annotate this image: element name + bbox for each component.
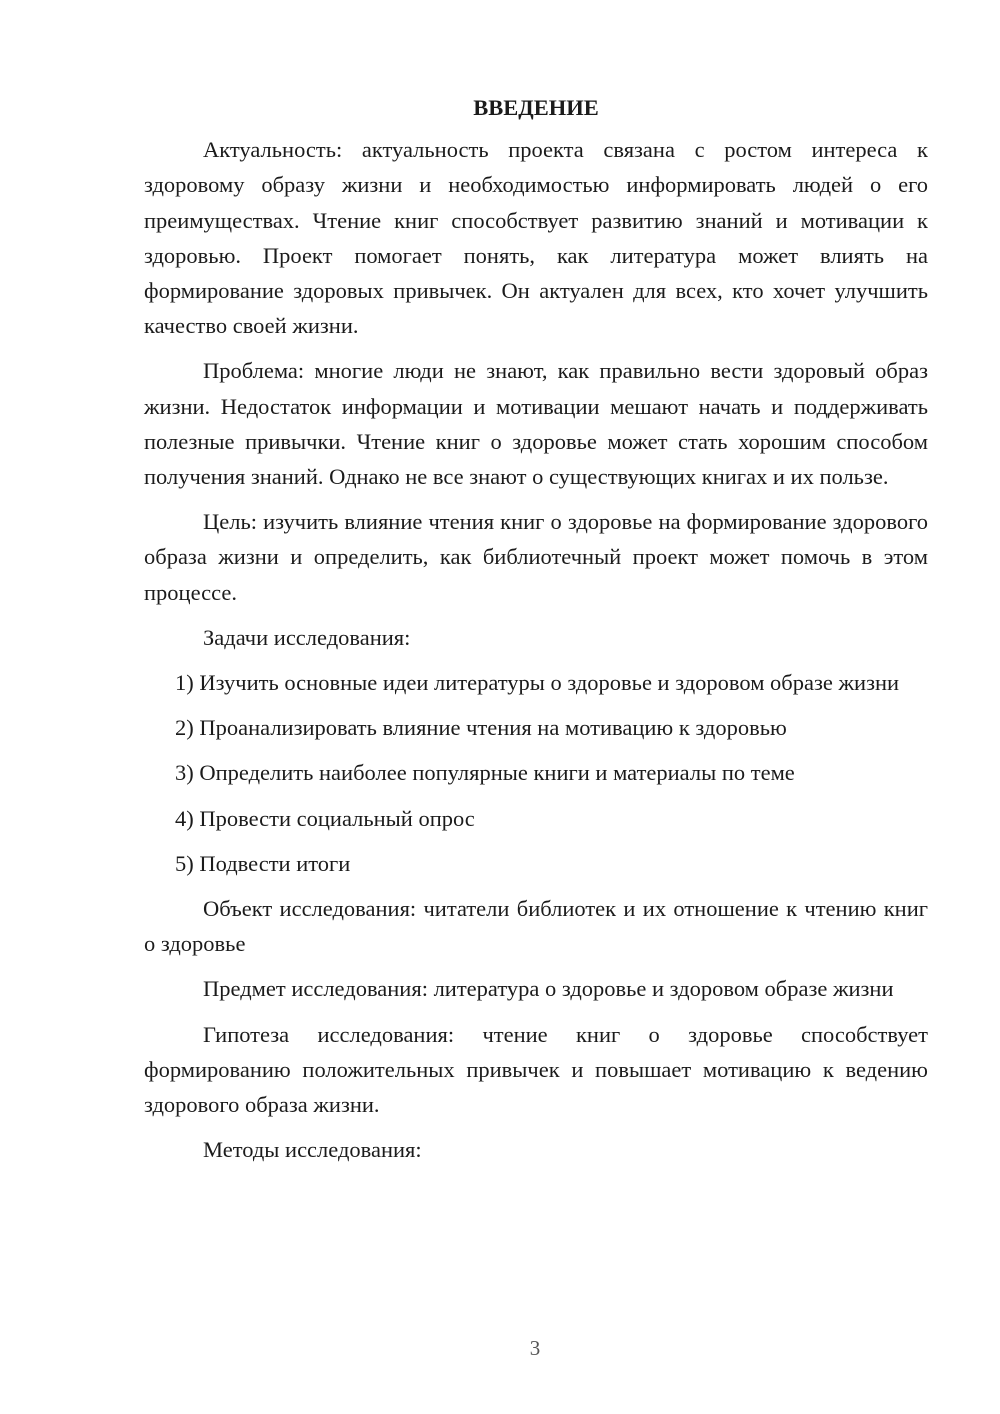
paragraph-problem: Проблема: многие люди не знают, как правильно вести здоровый образ жизни. Недостаток информации и мотивации мешают начать и поддерживать полезные привычки. Чтение книг о здоровье может стать хорошим способом получения знаний. Однако не все знают о существующих книгах и их пользе.: [144, 358, 928, 490]
paragraph-methods: Методы исследования:: [203, 1137, 422, 1163]
paragraph-relevance: Актуальность: актуальность проекта связана с ростом интереса к здоровому образу жизни и необходимостью информировать людей о его преимуществах. Чтение книг способствует развитию знаний и мотивации к здоровью. Проект помогает понять, как литература может влиять на формирование здоровых привычек. Он актуален для всех, кто хочет улучшить качество своей жизни.: [144, 137, 928, 339]
page-heading: ВВЕДЕНИЕ: [473, 95, 599, 120]
task-item-1: 1) Изучить основные идеи литературы о здоровье и здоровом образе жизни: [175, 670, 900, 696]
tasks-title: Задачи исследования:: [203, 624, 411, 650]
task-item-2: 2) Проанализировать влияние чтения на мотивацию к здоровью: [175, 715, 787, 741]
task-item-5: 5) Подвести итоги: [175, 850, 351, 876]
paragraph-hypothesis: Гипотеза исследования: чтение книг о здоровье способствует формированию положительных привычек и повышает мотивацию к ведению здорового образа жизни.: [144, 1021, 928, 1118]
paragraph-object: Объект исследования: читатели библиотек и их отношение к чтению книг о здоровье: [144, 896, 928, 957]
task-item-4: 4) Провести социальный опрос: [175, 805, 475, 831]
paragraph-goal: Цель: изучить влияние чтения книг о здоровье на формирование здорового образа жизни и определить, как библиотечный проект может помочь в этом процессе.: [144, 509, 928, 605]
task-item-3: 3) Определить наиболее популярные книги и материалы по теме: [175, 760, 795, 786]
page-content: [144, 90, 928, 1177]
page-number: 3: [529, 1336, 541, 1360]
tasks-list: [144, 665, 928, 881]
paragraph-subject: Предмет исследования: литература о здоровье и здоровом образе жизни: [203, 976, 894, 1002]
